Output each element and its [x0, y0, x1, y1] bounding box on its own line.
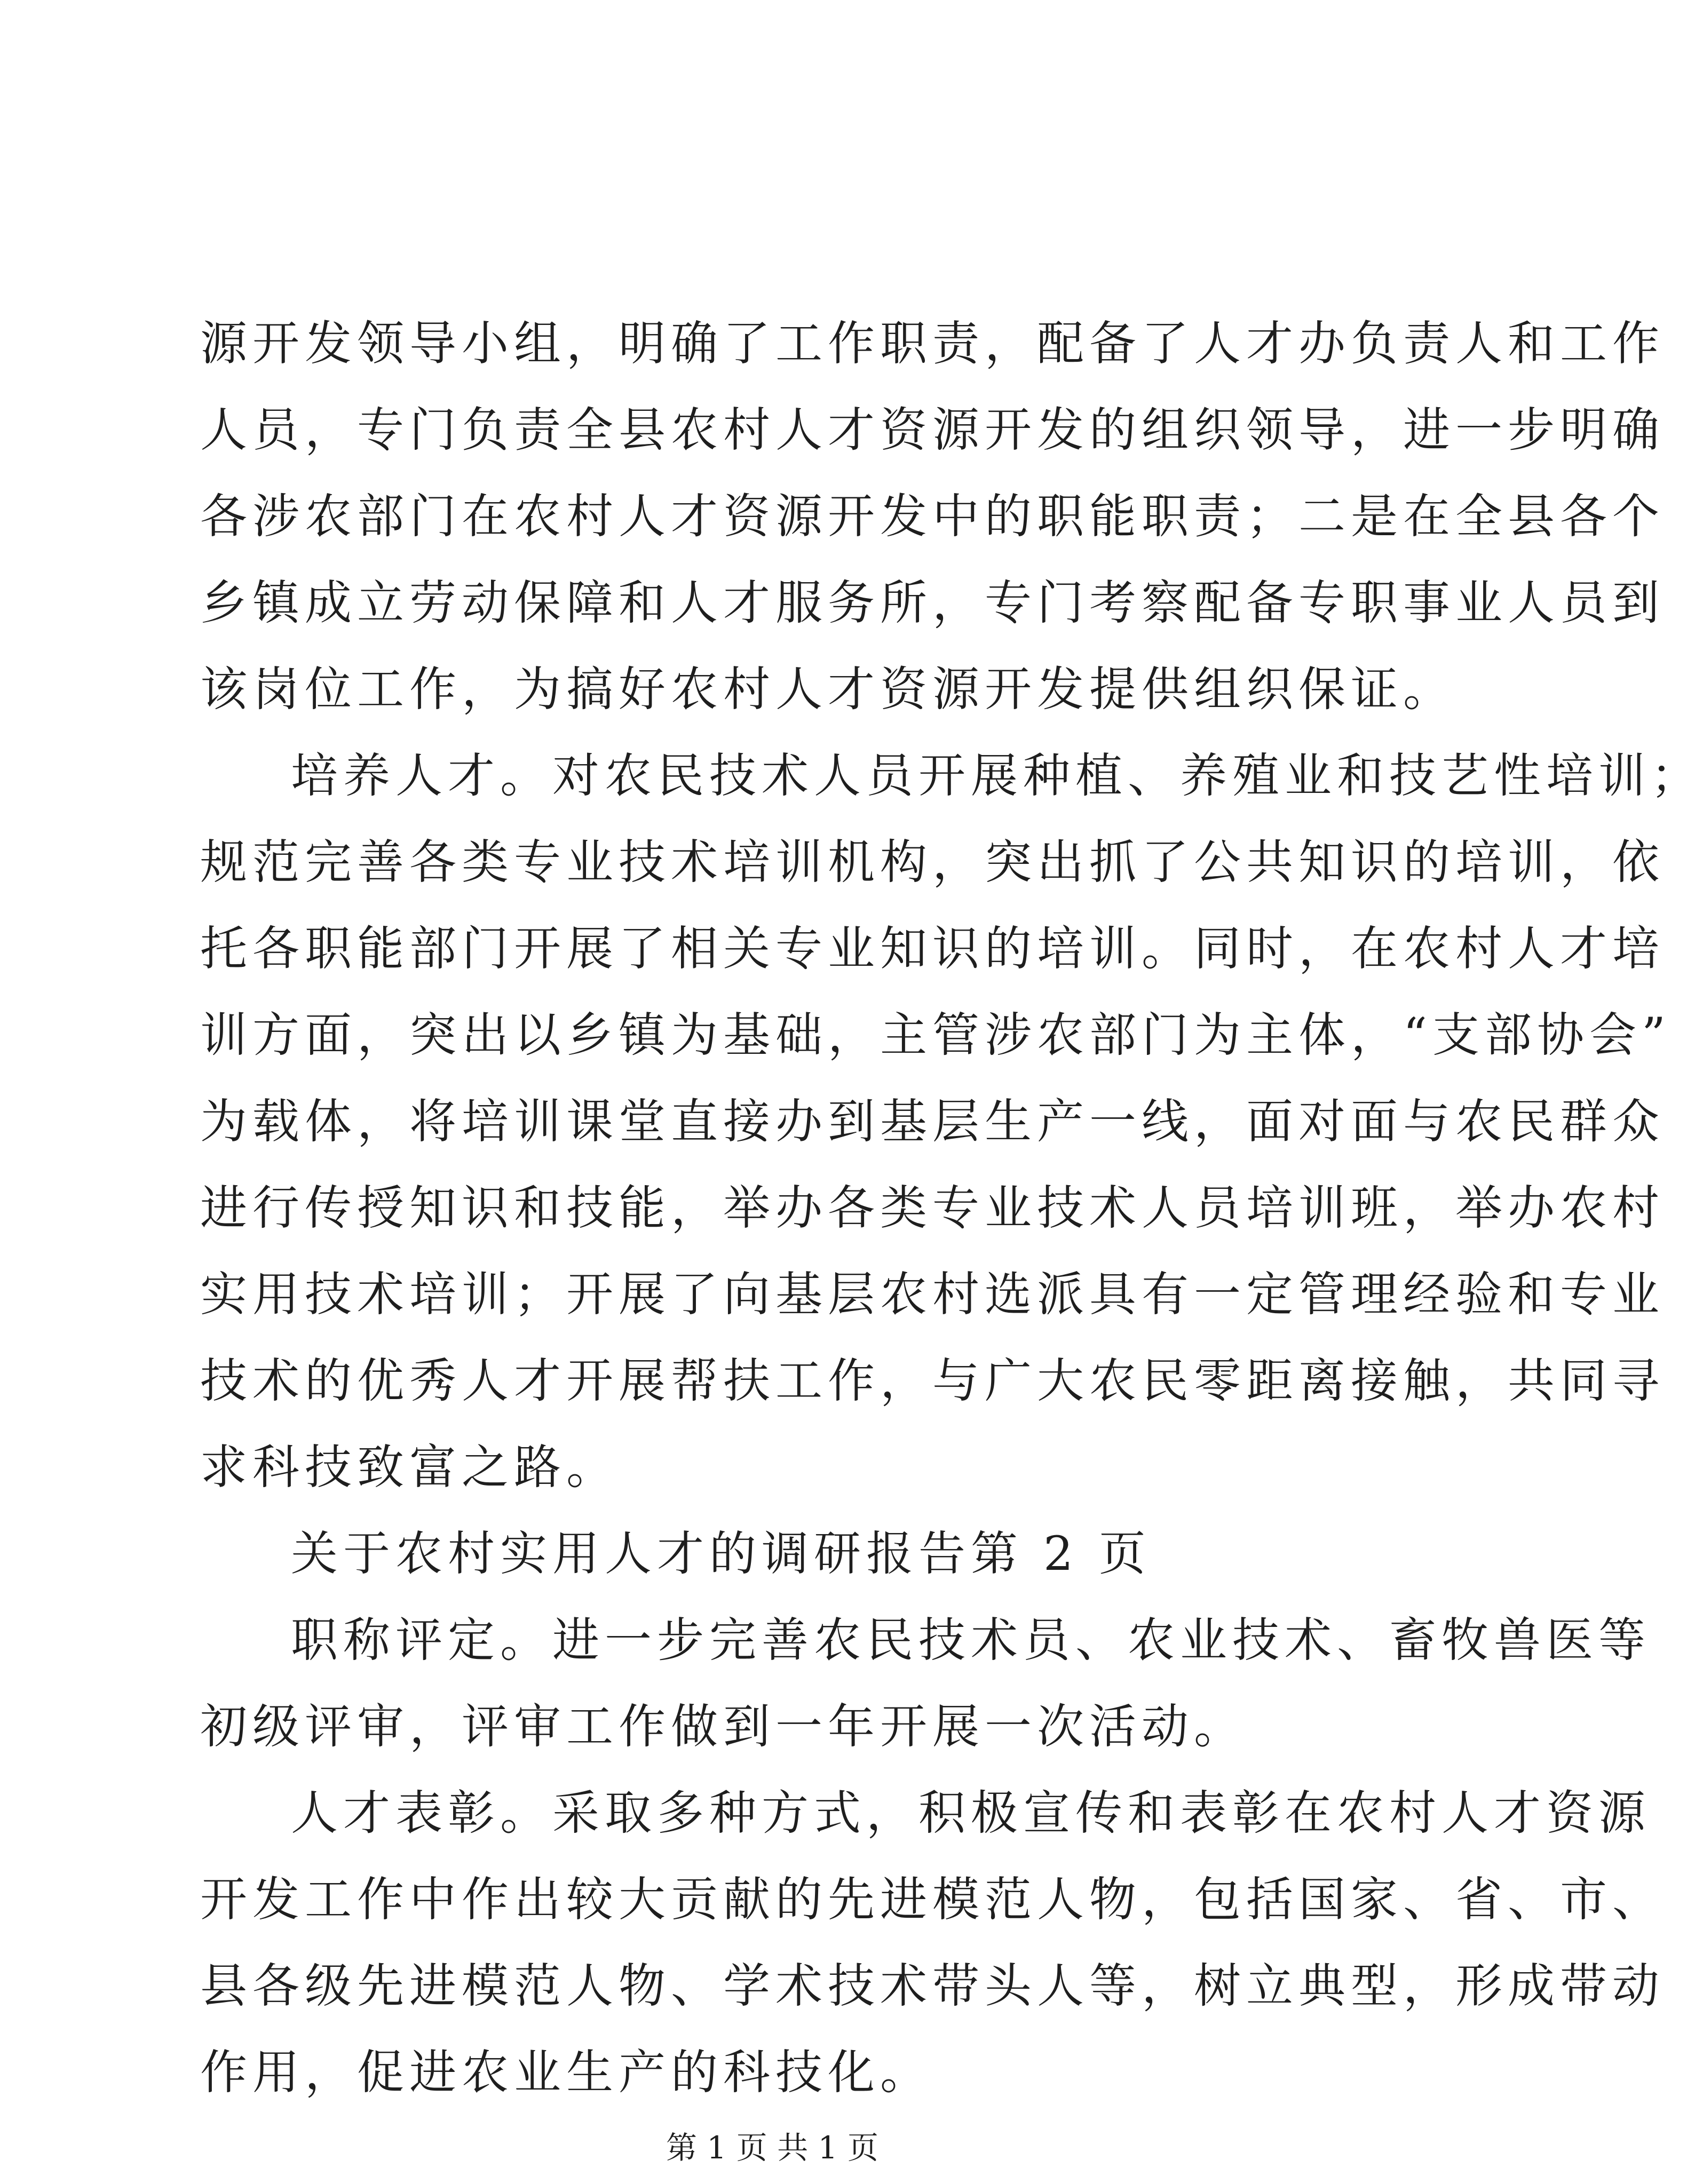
paragraph-line: 进行传授知识和技能，举办各类专业技术人员培训班，举办农村: [200, 1180, 1665, 1235]
paragraph-line: 为载体，将培训课堂直接办到基层生产一线，面对面与农民群众: [200, 1094, 1665, 1149]
paragraph-line: 规范完善各类专业技术培训机构，突出抓了公共知识的培训，依: [200, 835, 1665, 890]
paragraph-line: 求科技致富之路。: [200, 1440, 619, 1495]
paragraph-line: 各涉农部门在农村人才资源开发中的职能职责；二是在全县各个: [200, 489, 1665, 544]
paragraph-line: 源开发领导小组，明确了工作职责，配备了人才办负责人和工作: [200, 316, 1665, 371]
paragraph-line: 乡镇成立劳动保障和人才服务所，专门考察配备专职事业人员到: [200, 575, 1665, 630]
paragraph-line: 作用，促进农业生产的科技化。: [200, 2045, 933, 2100]
paragraph-line: 该岗位工作，为搞好农村人才资源开发提供组织保证。: [200, 662, 1456, 717]
paragraph-line: 训方面，突出以乡镇为基础，主管涉农部门为主体，“支部协会”: [200, 1007, 1671, 1062]
paragraph-line: 技术的优秀人才开展帮扶工作，与广大农民零距离接触，共同寻: [200, 1353, 1665, 1408]
page-reference-line: 关于农村实用人才的调研报告第 2 页: [291, 1526, 1151, 1581]
paragraph-line: 县各级先进模范人物、学术技术带头人等，树立典型，形成带动: [200, 1958, 1665, 2013]
paragraph-line: 培养人才。对农民技术人员开展种植、养殖业和技艺性培训；: [291, 748, 1703, 803]
paragraph-line: 人员，专门负责全县农村人才资源开发的组织领导，进一步明确: [200, 402, 1665, 457]
paragraph-line: 人才表彰。采取多种方式，积极宣传和表彰在农村人才资源: [291, 1785, 1651, 1840]
paragraph-line: 托各职能部门开展了相关专业知识的培训。同时，在农村人才培: [200, 921, 1665, 976]
page-footer: 第 1 页 共 1 页: [666, 2130, 878, 2166]
paragraph-line: 开发工作中作出较大贡献的先进模范人物，包括国家、省、市、: [200, 1872, 1665, 1927]
paragraph-line: 职称评定。进一步完善农民技术员、农业技术、畜牧兽医等: [291, 1613, 1651, 1667]
paragraph-line: 实用技术培训；开展了向基层农村选派具有一定管理经验和专业: [200, 1267, 1665, 1322]
paragraph-line: 初级评审，评审工作做到一年开展一次活动。: [200, 1699, 1247, 1754]
